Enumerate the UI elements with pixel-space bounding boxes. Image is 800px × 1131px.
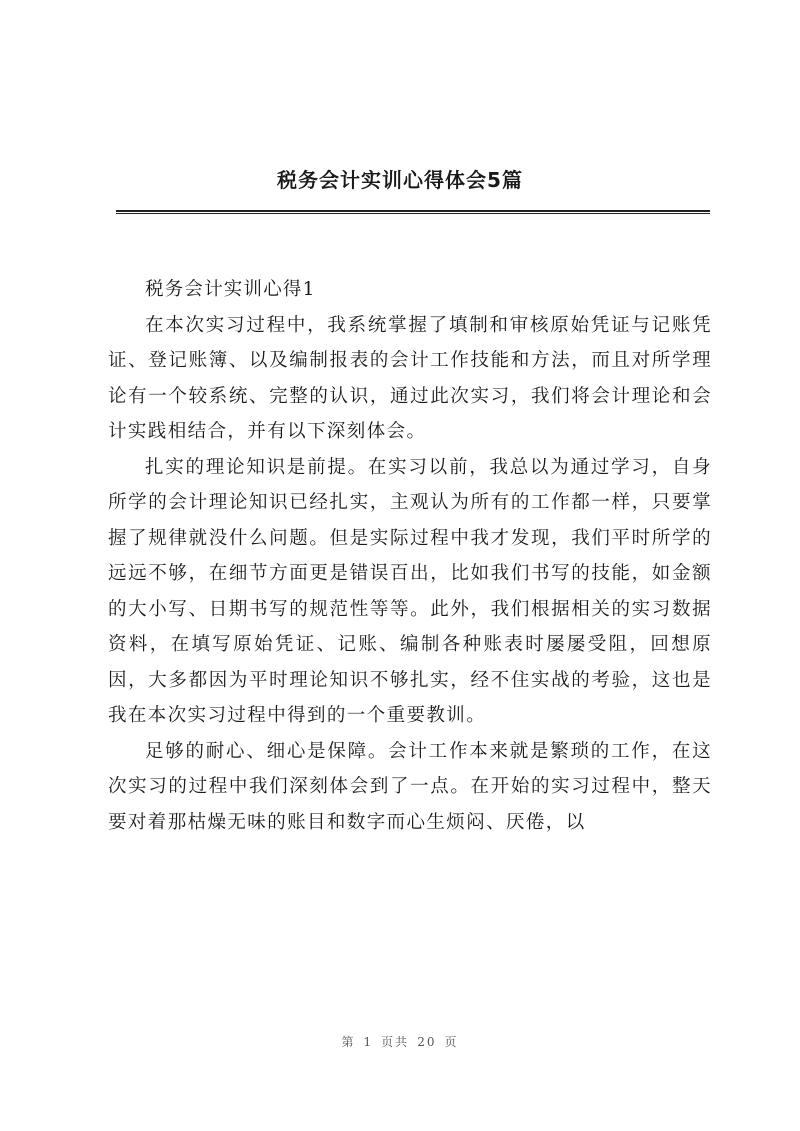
footer-prefix: 第	[341, 1035, 356, 1049]
footer-page-number: 1	[363, 1035, 374, 1049]
body-paragraph: 足够的耐心、细心是保障。会计工作本来就是繁琐的工作，在这次实习的过程中我们深刻体会到了一点。在开始的实习过程中，整天要对着那枯燥无味的账目和数字而心生烦闷、厌倦，以	[108, 740, 712, 833]
title-divider	[116, 210, 710, 214]
footer-middle: 页共	[381, 1035, 410, 1049]
footer-suffix: 页	[444, 1035, 459, 1049]
footer-total-pages: 20	[417, 1035, 437, 1049]
page-footer	[0, 1033, 800, 1050]
section-heading: 税务会计实训心得1	[145, 279, 316, 300]
body-paragraph: 在本次实习过程中，我系统掌握了填制和审核原始凭证与记账凭证、登记账簿、以及编制报表的会计工作技能和方法，而且对所学理论有一个较系统、完整的认识，通过此次实习，我们将会计理论和会计实践相结合，并有以下深刻体会。	[108, 314, 712, 442]
document-body	[108, 272, 712, 840]
document-title: 税务会计实训心得体会5篇	[277, 168, 523, 192]
body-paragraph: 扎实的理论知识是前提。在实习以前，我总以为通过学习，自身所学的会计理论知识已经扎实，主观认为所有的工作都一样，只要掌握了规律就没什么问题。但是实际过程中我才发现，我们平时所学的远远不够，在细节方面更是错误百出，比如我们书写的技能，如金额的大小写、日期书写的规范性等等。此外，我们根据相关的实习数据资料，在填写原始凭证、记账、编制各种账表时屡屡受阻，回想原因，大多都因为平时理论知识不够扎实，经不住实战的考验，这也是我在本次实习过程中得到的一个重要教训。	[108, 456, 712, 726]
